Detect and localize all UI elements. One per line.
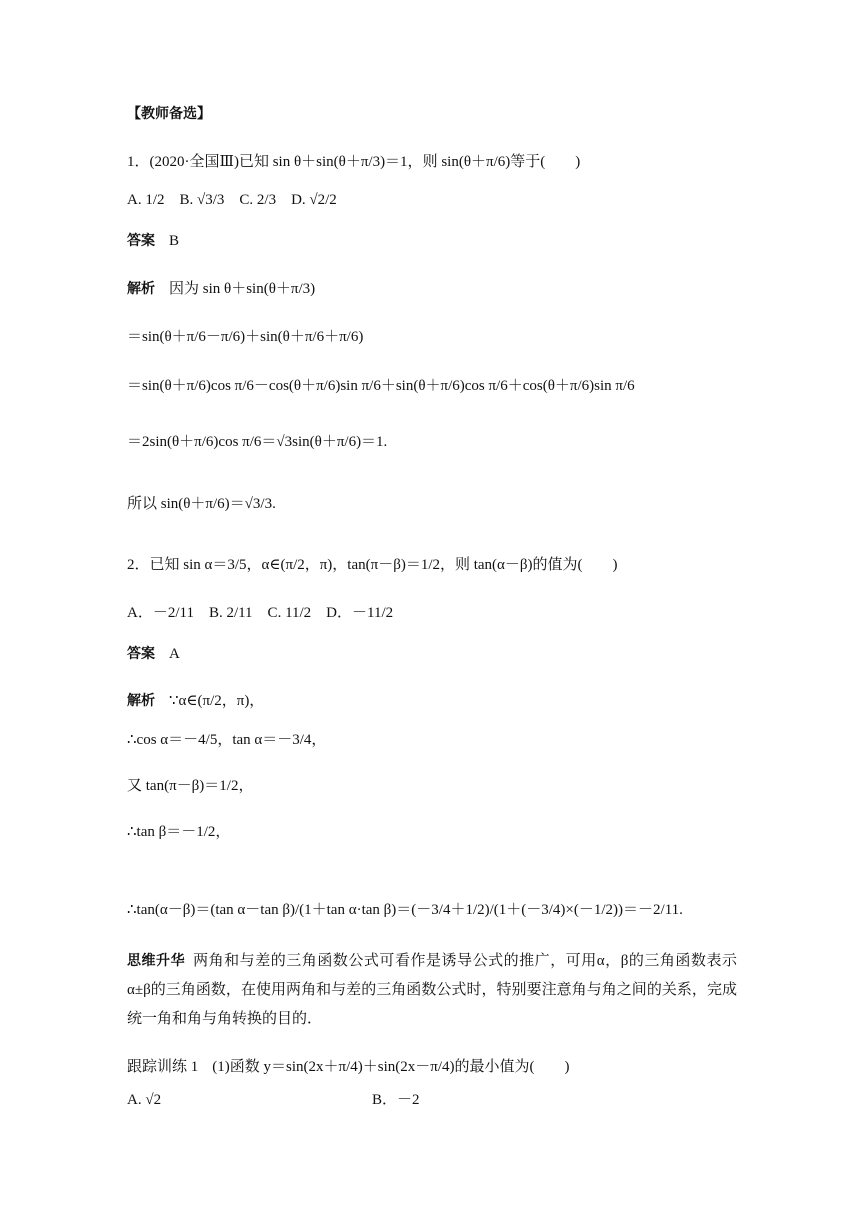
tip-paragraph	[127, 946, 737, 1034]
problem-1-stem: 1．(2020·全国Ⅲ)已知 sin θ＋sin(θ＋π/3)＝1，则 sin(θ＋π/6)等于( )	[127, 154, 581, 170]
exercise-label: 跟踪训练 1	[127, 1059, 199, 1075]
answer-value: B	[169, 233, 180, 249]
problem-1-options: A. 1/2 B. √3/3 C. 2/3 D. √2/2	[127, 192, 337, 208]
analysis-step: ＝2sin(θ＋π/6)cos π/6＝√3sin(θ＋π/6)＝1.	[127, 434, 388, 450]
exercise-option-a: A. √2	[127, 1092, 162, 1108]
exercise-stem-line	[127, 1057, 569, 1077]
analysis-label: 解析	[127, 692, 155, 708]
problem-2-answer	[127, 643, 180, 664]
answer-value: A	[169, 646, 180, 662]
answer-label: 答案	[127, 645, 155, 661]
problem-1-answer	[127, 230, 179, 251]
analysis-text: ∵α∈(π/2，π)，	[169, 693, 265, 709]
answer-label: 答案	[127, 232, 155, 248]
analysis-step: ＝sin(θ＋π/6－π/6)＋sin(θ＋π/6＋π/6)	[127, 329, 364, 345]
analysis-step: ＝sin(θ＋π/6)cos π/6－cos(θ＋π/6)sin π/6＋sin(θ＋π/6)cos π/6＋cos(θ＋π/6)sin π/6	[127, 378, 635, 394]
analysis-text: 因为 sin θ＋sin(θ＋π/3)	[169, 281, 316, 297]
analysis-step: ∴tan(α－β)＝(tan α－tan β)/(1＋tan α·tan β)＝(－3/4＋1/2)/(1＋(－3/4)×(－1/2))＝－2/11.	[127, 902, 683, 918]
tip-text: 两角和与差的三角函数公式可看作是诱导公式的推广，可用α，β的三角函数表示α±β的三角函数，在使用两角和与差的三角函数公式时，特别要注意角与角之间的关系，完成统一角和角与角转换的目的．	[127, 953, 738, 1027]
analysis-step: 又 tan(π－β)＝1/2，	[127, 778, 254, 794]
problem-1-analysis-line	[127, 278, 315, 299]
header: 【教师备选】	[127, 105, 211, 121]
tip-label: 思维升华	[127, 952, 186, 968]
problem-2-analysis-line	[127, 690, 264, 711]
analysis-step: ∴tan β＝－1/2，	[127, 824, 231, 840]
analysis-label: 解析	[127, 280, 155, 296]
exercise-option-b: B．－2	[372, 1092, 420, 1108]
analysis-conclusion: 所以 sin(θ＋π/6)＝√3/3.	[127, 496, 276, 512]
analysis-step: ∴cos α＝－4/5，tan α＝－3/4，	[127, 732, 327, 748]
exercise-stem: (1)函数 y＝sin(2x＋π/4)＋sin(2x－π/4)的最小值为( )	[212, 1059, 570, 1075]
problem-2-stem: 2．已知 sin α＝3/5，α∈(π/2，π)，tan(π－β)＝1/2，则 tan(α－β)的值为( )	[127, 557, 618, 573]
problem-2-options: A．－2/11 B. 2/11 C. 11/2 D．－11/2	[127, 605, 394, 621]
